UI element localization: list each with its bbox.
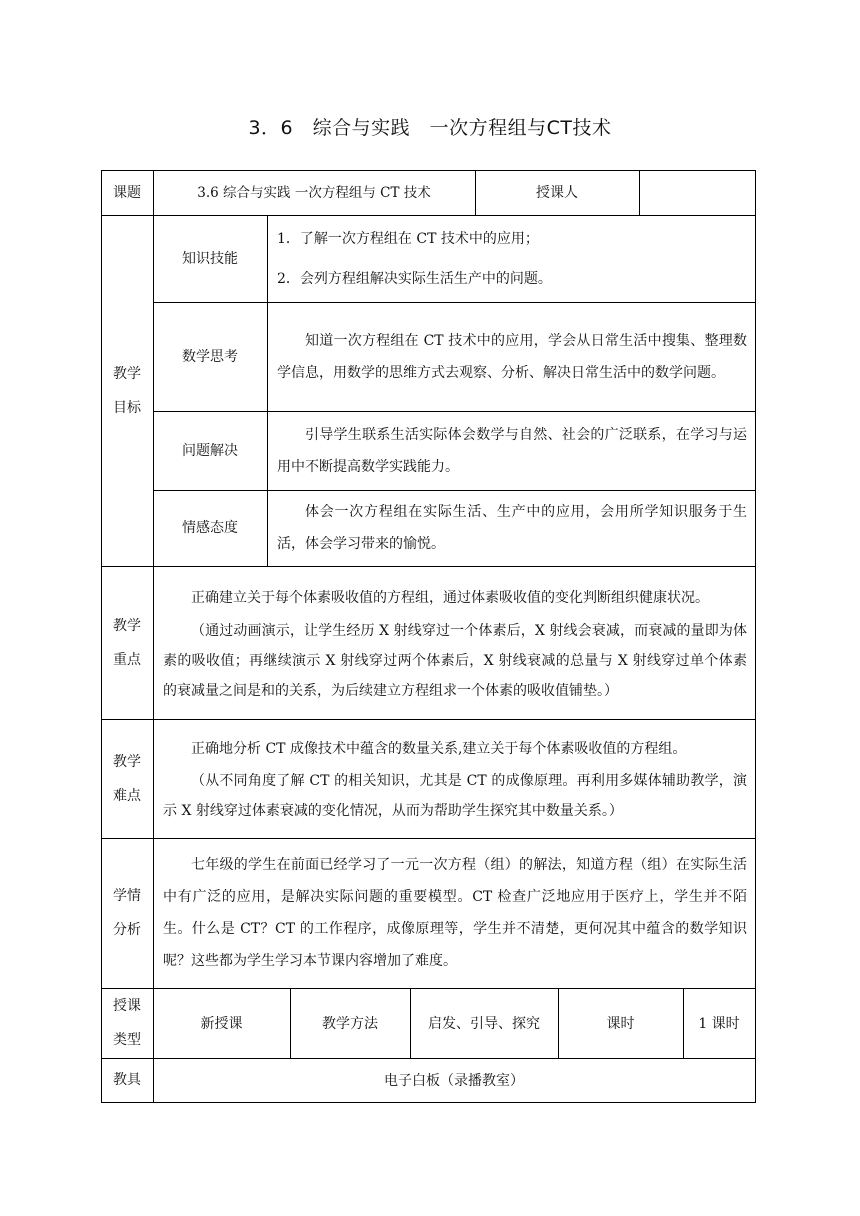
topic-value: 3.6 综合与实践 一次方程组与 CT 技术 bbox=[197, 184, 431, 201]
class-hours-label: 课时 bbox=[606, 1016, 635, 1032]
key-points-content: 正确建立关于每个体素吸收值的方程组，通过体素吸收值的变化判断组织健康状况。 （通过动画演示，让学生经历 X 射线穿过一个体素后，X 射线会衰减，而衰减的量即为体素的吸收值；再继续演示 X 射线穿过两个体素后，X 射线衰减的总量与 X 射线穿过单个体素的衰减量之间是和的关系，为后续建立方程组求一个体素的吸收值铺垫。） bbox=[163, 589, 747, 699]
teacher-value bbox=[639, 170, 755, 215]
difficulties-label: 教学 难点 bbox=[113, 753, 141, 804]
topic-label: 课题 bbox=[113, 184, 141, 201]
analysis-content: 七年级的学生在前面已经学习了一元一次方程（组）的解法，知道方程（组）在实际生活中有广泛的应用，是解决实际问题的重要模型。CT 检查广泛地应用于医疗上，学生并不陌生。什么是 CT？CT 的工作程序，成像原理等，学生并不清楚，更何况其中蕴含的数学知识呢？这些都为学生学习本节课内容增加了难度。 bbox=[163, 857, 747, 969]
tools-label: 教具 bbox=[113, 1072, 141, 1088]
lesson-plan-table bbox=[101, 170, 756, 1103]
math-thinking-label: 数学思考 bbox=[182, 348, 238, 365]
class-hours-value: 1 课时 bbox=[698, 1016, 740, 1032]
objectives-label: 教学 目标 bbox=[113, 365, 141, 416]
teacher-label: 授课人 bbox=[536, 184, 578, 201]
teaching-method-value: 启发、引导、探究 bbox=[428, 1016, 540, 1032]
knowledge-skills-content: 1．了解一次方程组在 CT 技术中的应用； 2．会列方程组解决实际生活生产中的问题。 bbox=[277, 230, 552, 287]
problem-solving-content: 引导学生联系生活实际体会数学与自然、社会的广泛联系，在学习与运用中不断提高数学实践能力。 bbox=[277, 426, 747, 475]
math-thinking-content: 知道一次方程组在 CT 技术中的应用，学会从日常生活中搜集、整理数学信息，用数学的思维方式去观察、分析、解决日常生活中的数学问题。 bbox=[277, 332, 747, 381]
key-points-label: 教学 重点 bbox=[113, 617, 141, 668]
analysis-label: 学情 分析 bbox=[113, 888, 141, 938]
tools-value: 电子白板（录播教室） bbox=[384, 1073, 524, 1089]
lesson-type-label: 授课 类型 bbox=[113, 998, 141, 1048]
attitude-label: 情感态度 bbox=[182, 520, 238, 536]
difficulties-content: 正确地分析 CT 成像技术中蕴含的数量关系,建立关于每个体素吸收值的方程组。 （从不同角度了解 CT 的相关知识，尤其是 CT 的成像原理。再利用多媒体辅助教学，演示 X 射线穿过体素衰减的变化情况，从而为帮助学生探究其中数量关系。） bbox=[163, 740, 747, 819]
attitude-content: 体会一次方程组在实际生活、生产中的应用，会用所学知识服务于生活，体会学习带来的愉悦。 bbox=[277, 504, 747, 552]
knowledge-skills-label: 知识技能 bbox=[182, 250, 238, 267]
teaching-method-label: 教学方法 bbox=[322, 1016, 378, 1032]
page-title: 3．6 综合与实践 一次方程组与CT技术 bbox=[248, 117, 612, 139]
lesson-type-value: 新授课 bbox=[200, 1016, 243, 1032]
problem-solving-label: 问题解决 bbox=[182, 442, 238, 459]
